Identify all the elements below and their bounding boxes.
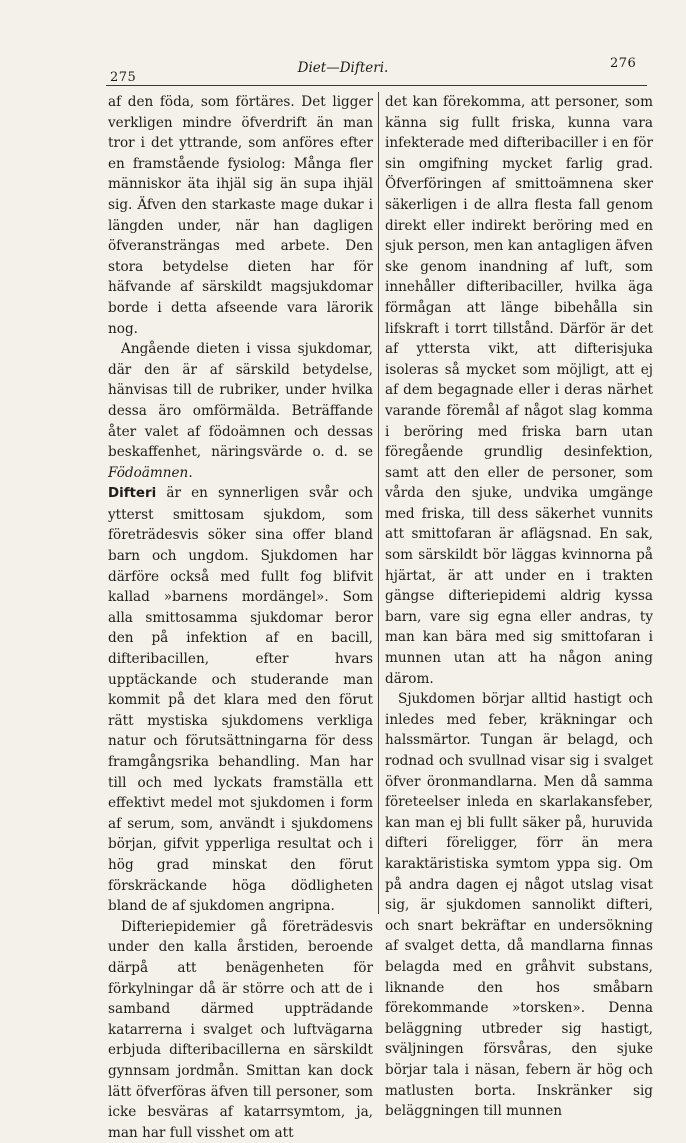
entry-text: är en synnerligen svår och ytterst smittosam sjukdom, som företrädesvis söker sina offer bland barn och ungdom. Sjukdomen har därföre också med fullt fog blifvit kallad »barnens mordängel». Som alla smittosamma sjukdomar beror den på infektion af en bacill, difteribacillen, efter hvars upptäckande och studerande man kommit på det klara med den förut rätt mystiska sjukdomens verkliga natur och förutsättningarna för dess framgångsrika behandling. Man har till och med lyckats framställa ett effektivt medel mot sjukdomen i form af serum, som, användt i sjukdomens början, gifvit ypperliga resultat och i hög grad minskat den förut förskräckande höga dödligheten bland de af sjukdomen angripna.: [108, 485, 373, 915]
cross-reference-link[interactable]: Födoämnen: [108, 464, 189, 481]
paragraph-transmission: det kan förekomma, att personer, som känna sig fullt friska, kunna vara infekterade med difteribaciller i en för sin omgifning mycket farlig grad. Öfverföringen af smittoämnena sker säkerligen i de allra flesta fall genom direkt eller indirekt beröring med en sjuk person, men kan antagligen äfven ske genom inandning af luft, som innehåller difteribaciller, hvilka äga förmågan att länge bibehålla sin lifskraft i torrt tillstånd. Därför är det af yttersta vikt, att difterisjuka isoleras så mycket som möjligt, att ej af dem begagnade eller i deras närhet varande föremål af något slag komma i beröring med friska barn utan föregående grundlig desinfektion, samt att den eller de personer, som vårda den sjuke, undvika umgänge med friska, till dess säkerhet vunnits att smittofaran är aflägsnad. En sak, som särskildt bör läggas kvinnorna på hjärtat, är att under en i trakten gängse difteriepidemi aldrig kyssa barn, vare sig egna eller andras, ty man kan bära med sig smittofaran i munnen utan att ha någon aning därom.: [385, 94, 653, 687]
entry-difteri: [108, 483, 373, 916]
paragraph-intro: af den föda, som förtäres. Det ligger verkligen mindre öfverdrift än man tror i det yttrande, som anföres efter en framstående fysiolog: Många fler människor äta ihjäl sig än supa ihjäl sig. Äfven den starkaste mage dukar i längden under, när han dagligen öfveransträngas med arbete. Den stora betydelse dieten har för häfvande af särskildt magsjukdomar borde i detta afseende vara lärorik nog.: [108, 94, 373, 337]
entry-keyword: Difteri: [108, 486, 157, 502]
right-column: [385, 92, 653, 1122]
paragraph-symptoms: Sjukdomen börjar alltid hastigt och inledes med feber, kräkningar och halssmärtor. Tungan är belagd, och rodnad och svullnad visar sig i svalget öfver öronmandlarna. Men då samma företeelser inleda en skarlakansfeber, kan man ej bli fullt säker på, huruvida difteri föreligger, förr än mera karaktäristiska symtom yppa sig. Om på andra dagen ej något utslag visat sig, är sjukdomen sannolikt difteri, och snart bekräftar en undersökning af svalget detta, då mandlarna finnas belagda med en gråhvit substans, liknande den hos småbarn förekommande »torsken». Denna beläggning utbreder sig hastigt, sväljningen försvåras, den sjuke börjar tala i näsan, febern är hög och matlusten borta. Inskränker sig beläggningen till munnen: [385, 691, 653, 1120]
column-divider: [378, 92, 379, 914]
paragraph-epidemics: Difteriepidemier gå företrädesvis under den kalla årstiden, beroende därpå att benägenheten för förkylningar då är större och att de i samband därmed uppträdande katarrerna i svalget och luftvägarna erbjuda difteribacillerna en särskildt gynnsam jordmån. Smittan kan dock lätt öfverföras äfven till personer, som icke besväras af katarrsymtom, ja, man har full visshet om att: [108, 918, 373, 1141]
running-header: [0, 52, 686, 85]
paragraph-text: Angående dieten i vissa sjukdomar, där den är af särskild betydelse, hänvisas till de rubriker, under hvilka dessa äro omförmälda. Beträffande åter valet af födoämnen och dessas beskaffenhet, näringsvärde o. d. se: [108, 341, 373, 461]
paragraph-end: .: [188, 464, 193, 481]
paragraph-diet-diseases: [108, 339, 373, 483]
page-number-left: 275: [110, 70, 137, 85]
page-number-right: 276: [610, 56, 637, 71]
left-column: [108, 92, 373, 1143]
running-title: Diet—Difteri.: [297, 60, 389, 76]
header-rule: [106, 85, 647, 86]
